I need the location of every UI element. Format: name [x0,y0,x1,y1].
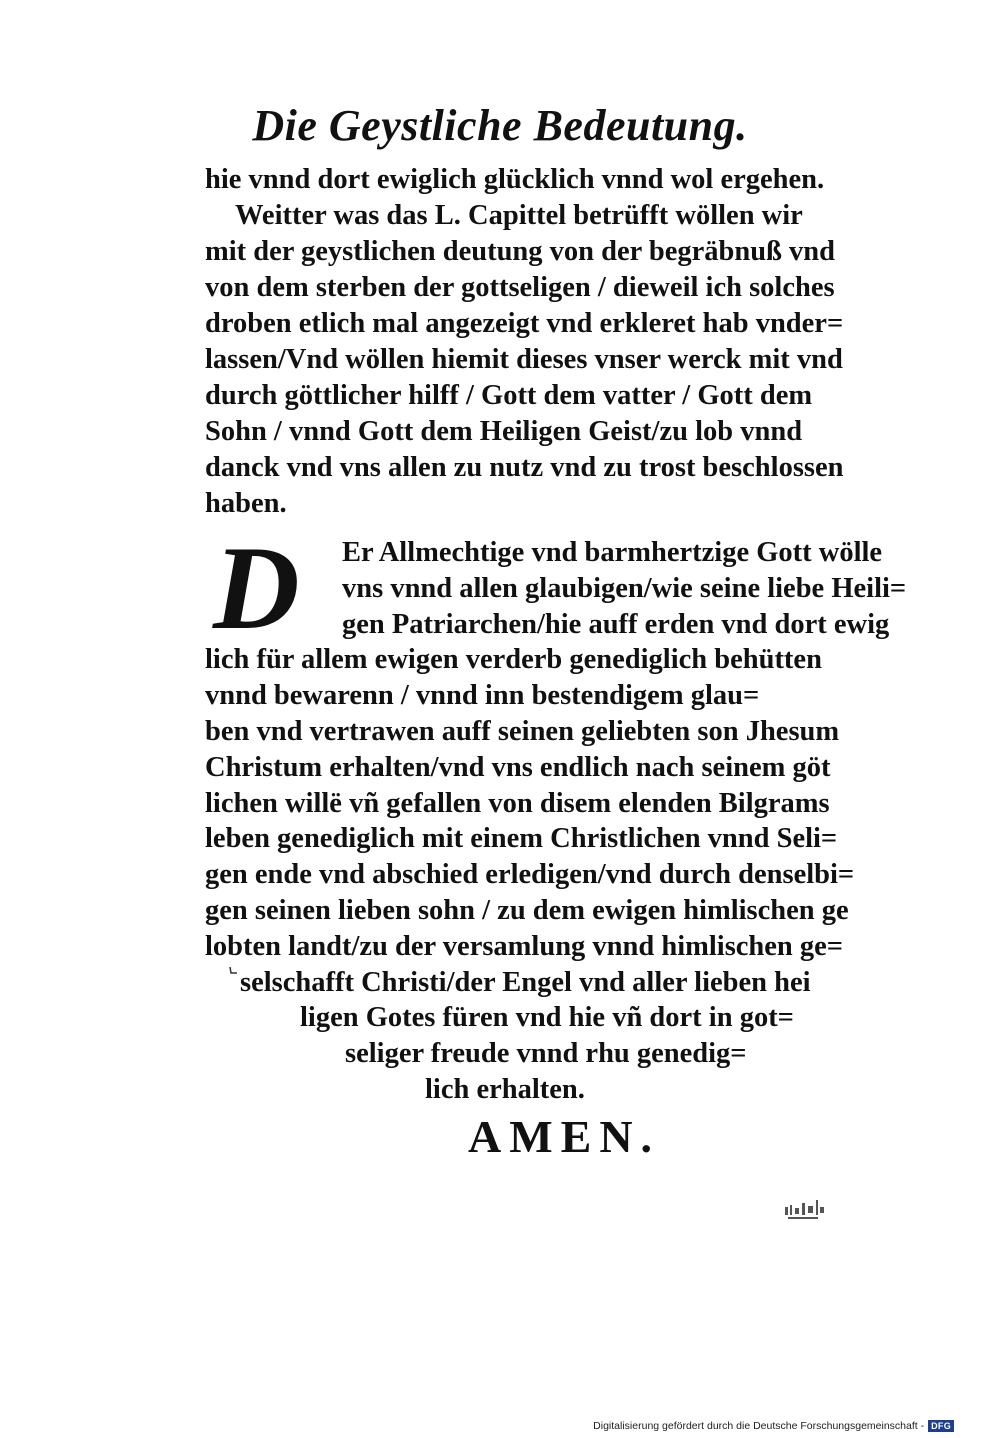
text-line: danck vnd vns allen zu nutz vnd zu trost beschlossen [205,452,844,483]
ink-smudge [228,965,240,975]
text-line: gen Patriarchen/hie auff erden vnd dort ewig [342,608,890,640]
text-line: durch göttlicher hilff / Gott dem vatter / Gott dem [205,380,813,411]
paragraph-1 [205,162,895,522]
text-line: ben vnd vertrawen auff seinen geliebten son Jhesum [205,715,840,747]
text-line: lich erhalten. [425,1073,585,1105]
text-line: leben genediglich mit einem Christlichen vnnd Seli= [205,823,838,855]
text-line: gen seinen lieben sohn / zu dem ewigen himlischen ge [205,894,849,926]
digitization-credit [593,1418,954,1434]
text-line: lichen willë vñ gefallen von disem elenden Bilgrams [205,787,830,819]
credit-text: Digitalisierung gefördert durch die Deutsche Forschungsgemeinschaft - [593,1420,925,1432]
text-line: seliger freude vnnd rhu genedig= [345,1038,747,1070]
amen-closing: AMEN. [468,1111,661,1162]
text-line: lich für allem ewigen verderb genediglich behütten [205,644,822,676]
ink-smudge [780,1195,830,1225]
text-line: lobten landt/zu der versamlung vnnd himlischen ge= [205,930,844,962]
text-line: droben etlich mal angezeigt vnd erkleret hab vnder= [205,308,844,339]
text-line: selschafft Christi/der Engel vnd aller lieben hei [240,966,811,998]
text-line: Sohn / vnnd Gott dem Heiligen Geist/zu lob vnnd [205,416,803,447]
text-line: Christum erhalten/vnd vns endlich nach seinem göt [205,751,831,783]
dfg-logo: DFG [928,1420,954,1432]
text-line: vnnd bewarenn / vnnd inn bestendigem glau= [205,680,760,712]
text-line: haben. [205,488,287,519]
text-line: vns vnnd allen glaubigen/wie seine liebe Heili= [342,572,907,604]
running-head: Die Geystliche Bedeutung. [252,101,748,150]
text-line: lassen/Vnd wöllen hiemit dieses vnser werck mit vnd [205,344,843,375]
text-line: ligen Gotes füren vnd hie vñ dort in got= [300,1002,794,1034]
text-line: Er Allmechtige vnd barmhertzige Gott wölle [342,537,883,568]
paragraph-2 [205,521,907,1108]
text-line: von dem sterben der gottseligen / dieweil ich solches [205,272,835,303]
text-line: Weitter was das L. Capittel betrüfft wöllen wir [235,200,803,231]
text-line: hie vnnd dort ewiglich glücklich vnnd wol ergehen. [205,164,825,195]
drop-cap-initial: D [213,521,300,654]
text-line: mit der geystlichen deutung von der begräbnuß vnd [205,236,836,267]
text-line: gen ende vnd abschied erledigen/vnd durch denselbi= [205,859,855,891]
